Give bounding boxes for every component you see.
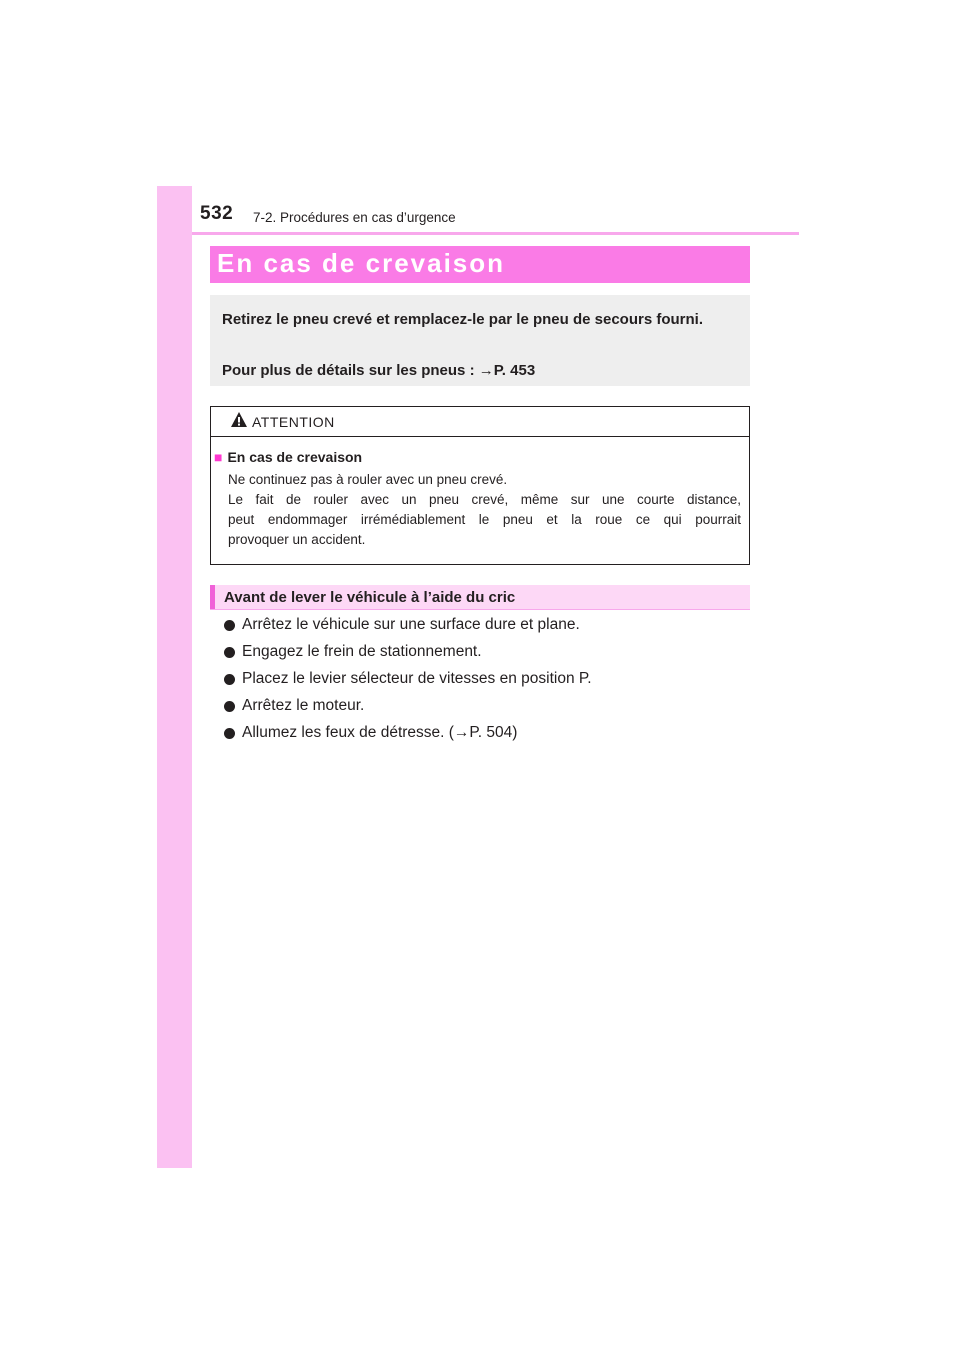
warning-subheading-text: En cas de crevaison [227,449,363,465]
list-item-text: Arrêtez le véhicule sur une surface dure et plane. [242,616,580,633]
bullet-icon [224,620,235,631]
bullet-icon [224,728,235,739]
header-rule [192,232,799,235]
list-item-text: Allumez les feux de détresse. (→P. 504) [242,724,518,741]
warning-header [211,407,749,437]
subsection-header [210,585,750,610]
list-item [220,670,740,697]
intro-reference-link[interactable]: P. 453 [493,362,536,379]
list-item [220,697,740,724]
arrow-icon: → [478,362,494,379]
list-item-text: Arrêtez le moteur. [242,697,365,714]
intro-reference-text: Pour plus de détails sur les pneus : [222,362,479,379]
warning-line: provoquer un accident. [228,532,366,547]
bullet-list [220,616,740,751]
warning-line: peut endommager irrémédiablement le pneu et la roue ce qui pourrait [228,512,741,527]
page-number: 532 [200,203,234,224]
page-title: En cas de crevaison [217,248,506,278]
list-item [220,643,740,670]
subsection-title: Avant de lever le véhicule à l’aide du cric [224,589,516,606]
bullet-icon [224,701,235,712]
intro-reference [222,359,738,383]
subsection-accent [210,585,215,609]
list-item [220,616,740,643]
intro-box [210,295,750,386]
warning-box [210,406,750,565]
title-bar [210,246,750,283]
warning-line: Le fait de rouler avec un pneu crevé, même sur une courte distance, [228,492,741,507]
intro-text: Retirez le pneu crevé et remplacez-le par le pneu de secours fourni. [222,311,703,328]
warning-body [228,470,741,550]
section-label: 7-2. Procédures en cas d’urgence [253,210,456,225]
bullet-icon [224,674,235,685]
warning-triangle-icon [230,411,248,428]
list-item-text: Placez le levier sélecteur de vitesses en position P. [242,670,592,687]
bullet-icon [224,647,235,658]
list-item-text: Engagez le frein de stationnement. [242,643,482,660]
warning-line: Ne continuez pas à rouler avec un pneu crevé. [228,472,508,487]
square-bullet-icon: ■ [214,449,223,465]
warning-subheading [214,449,362,465]
list-item [220,724,740,751]
warning-title: ATTENTION [252,414,335,430]
side-strip [157,186,192,1168]
